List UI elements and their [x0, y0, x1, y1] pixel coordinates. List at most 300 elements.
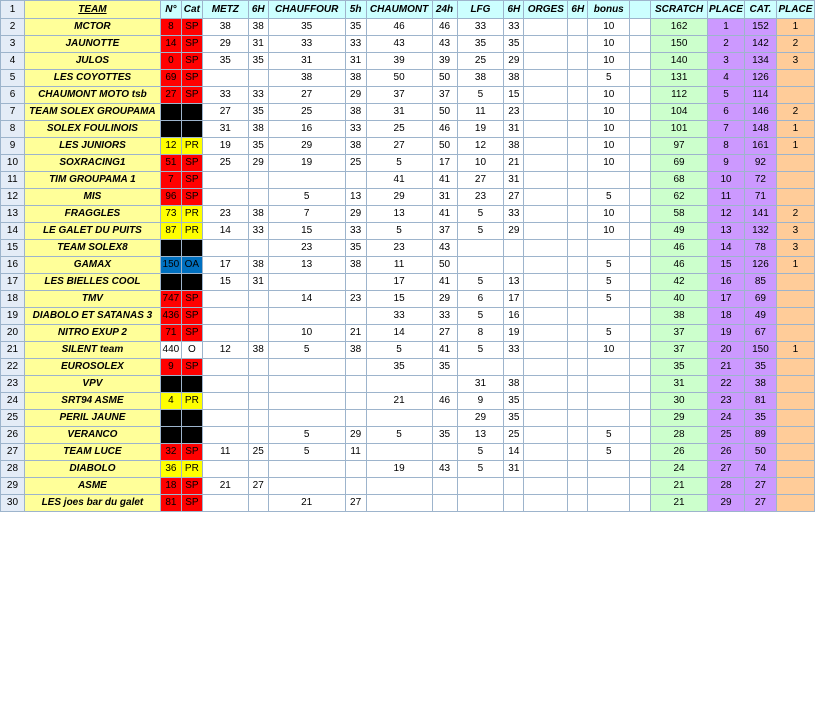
number-cell[interactable]: 23 — [160, 121, 181, 138]
score-cell[interactable] — [630, 240, 651, 257]
number-cell[interactable]: 17 — [160, 427, 181, 444]
score-cell[interactable]: 5 — [457, 444, 504, 461]
header-cell[interactable]: PLACE — [708, 1, 745, 19]
score-cell[interactable] — [524, 444, 568, 461]
score-cell[interactable] — [568, 359, 588, 376]
category-place-cell[interactable] — [776, 189, 814, 206]
score-cell[interactable] — [524, 53, 568, 70]
score-cell[interactable]: 27 — [366, 138, 432, 155]
score-cell[interactable]: 50 — [366, 70, 432, 87]
score-cell[interactable]: 25 — [457, 53, 504, 70]
score-cell[interactable] — [568, 36, 588, 53]
header-cell[interactable]: CHAUFFOUR — [268, 1, 345, 19]
score-cell[interactable] — [202, 291, 248, 308]
score-cell[interactable] — [268, 393, 345, 410]
number-cell[interactable]: 436 — [160, 308, 181, 325]
score-cell[interactable] — [248, 393, 268, 410]
score-cell[interactable]: 10 — [588, 19, 630, 36]
score-cell[interactable] — [345, 172, 366, 189]
category-place-cell[interactable] — [776, 274, 814, 291]
score-cell[interactable] — [345, 410, 366, 427]
category-points-cell[interactable]: 71 — [744, 189, 776, 206]
number-cell[interactable]: 12 — [160, 138, 181, 155]
team-cell[interactable]: LE GALET DU PUITS — [24, 223, 160, 240]
team-cell[interactable]: CHAUMONT MOTO tsb — [24, 87, 160, 104]
category-points-cell[interactable]: 69 — [744, 291, 776, 308]
score-cell[interactable] — [202, 240, 248, 257]
score-cell[interactable]: 6 — [457, 291, 504, 308]
category-place-cell[interactable] — [776, 376, 814, 393]
score-cell[interactable]: 38 — [248, 206, 268, 223]
score-cell[interactable]: 25 — [504, 427, 524, 444]
score-cell[interactable] — [630, 308, 651, 325]
score-cell[interactable]: 29 — [345, 87, 366, 104]
score-cell[interactable]: 41 — [366, 172, 432, 189]
score-cell[interactable]: 5 — [457, 206, 504, 223]
category-place-cell[interactable]: 2 — [776, 206, 814, 223]
number-cell[interactable]: 9 — [160, 410, 181, 427]
category-place-cell[interactable] — [776, 308, 814, 325]
score-cell[interactable]: 29 — [345, 427, 366, 444]
score-cell[interactable]: 15 — [366, 291, 432, 308]
category-points-cell[interactable]: 27 — [744, 478, 776, 495]
score-cell[interactable]: 27 — [202, 104, 248, 121]
place-cell[interactable]: 21 — [708, 359, 745, 376]
score-cell[interactable]: 19 — [202, 138, 248, 155]
score-cell[interactable] — [568, 104, 588, 121]
place-cell[interactable]: 17 — [708, 291, 745, 308]
score-cell[interactable]: 13 — [345, 189, 366, 206]
place-cell[interactable]: 4 — [708, 70, 745, 87]
category-points-cell[interactable]: 74 — [744, 461, 776, 478]
score-cell[interactable]: 43 — [432, 461, 457, 478]
score-cell[interactable] — [345, 376, 366, 393]
score-cell[interactable] — [524, 19, 568, 36]
score-cell[interactable] — [202, 325, 248, 342]
score-cell[interactable]: 38 — [248, 342, 268, 359]
category-cell[interactable]: SP — [181, 444, 202, 461]
score-cell[interactable]: 21 — [504, 155, 524, 172]
place-cell[interactable]: 14 — [708, 240, 745, 257]
header-cell[interactable]: PLACE — [776, 1, 814, 19]
score-cell[interactable]: 43 — [366, 36, 432, 53]
category-cell[interactable]: PR — [181, 138, 202, 155]
category-place-cell[interactable] — [776, 70, 814, 87]
score-cell[interactable]: 37 — [432, 87, 457, 104]
score-cell[interactable]: 23 — [504, 104, 524, 121]
score-cell[interactable]: 31 — [248, 274, 268, 291]
score-cell[interactable]: 39 — [432, 53, 457, 70]
score-cell[interactable]: 16 — [504, 308, 524, 325]
score-cell[interactable]: 31 — [504, 461, 524, 478]
score-cell[interactable]: 31 — [345, 53, 366, 70]
score-cell[interactable]: 5 — [588, 70, 630, 87]
score-cell[interactable]: 14 — [202, 223, 248, 240]
score-cell[interactable]: 31 — [457, 376, 504, 393]
score-cell[interactable]: 13 — [268, 257, 345, 274]
score-cell[interactable] — [630, 342, 651, 359]
category-cell[interactable]: P — [181, 121, 202, 138]
category-points-cell[interactable]: 134 — [744, 53, 776, 70]
score-cell[interactable] — [568, 325, 588, 342]
score-cell[interactable]: 19 — [366, 461, 432, 478]
score-cell[interactable] — [630, 325, 651, 342]
score-cell[interactable] — [268, 410, 345, 427]
place-cell[interactable]: 20 — [708, 342, 745, 359]
scratch-cell[interactable]: 62 — [651, 189, 708, 206]
score-cell[interactable]: 31 — [248, 36, 268, 53]
score-cell[interactable] — [432, 444, 457, 461]
score-cell[interactable]: 11 — [202, 444, 248, 461]
score-cell[interactable] — [568, 206, 588, 223]
scratch-cell[interactable]: 140 — [651, 53, 708, 70]
category-cell[interactable]: SP — [181, 359, 202, 376]
score-cell[interactable] — [568, 461, 588, 478]
score-cell[interactable]: 29 — [504, 223, 524, 240]
score-cell[interactable] — [202, 308, 248, 325]
score-cell[interactable]: 35 — [366, 359, 432, 376]
score-cell[interactable] — [588, 495, 630, 512]
score-cell[interactable] — [268, 274, 345, 291]
score-cell[interactable]: 33 — [345, 223, 366, 240]
score-cell[interactable]: 10 — [588, 155, 630, 172]
scratch-cell[interactable]: 21 — [651, 495, 708, 512]
category-points-cell[interactable]: 132 — [744, 223, 776, 240]
score-cell[interactable] — [630, 104, 651, 121]
score-cell[interactable]: 21 — [268, 495, 345, 512]
number-cell[interactable]: 0 — [160, 53, 181, 70]
category-place-cell[interactable] — [776, 87, 814, 104]
place-cell[interactable]: 6 — [708, 104, 745, 121]
score-cell[interactable]: 29 — [457, 410, 504, 427]
score-cell[interactable]: 25 — [248, 444, 268, 461]
score-cell[interactable] — [630, 495, 651, 512]
score-cell[interactable]: 38 — [345, 342, 366, 359]
score-cell[interactable]: 33 — [504, 19, 524, 36]
scratch-cell[interactable]: 49 — [651, 223, 708, 240]
header-cell[interactable]: METZ — [202, 1, 248, 19]
score-cell[interactable]: 23 — [457, 189, 504, 206]
score-cell[interactable]: 10 — [588, 206, 630, 223]
score-cell[interactable] — [366, 444, 432, 461]
score-cell[interactable]: 39 — [366, 53, 432, 70]
score-cell[interactable]: 10 — [268, 325, 345, 342]
score-cell[interactable] — [630, 87, 651, 104]
score-cell[interactable]: 27 — [457, 172, 504, 189]
category-place-cell[interactable]: 3 — [776, 240, 814, 257]
category-place-cell[interactable]: 3 — [776, 53, 814, 70]
score-cell[interactable]: 17 — [202, 257, 248, 274]
score-cell[interactable] — [345, 393, 366, 410]
score-cell[interactable]: 27 — [268, 87, 345, 104]
place-cell[interactable]: 24 — [708, 410, 745, 427]
scratch-cell[interactable]: 40 — [651, 291, 708, 308]
category-place-cell[interactable] — [776, 410, 814, 427]
category-cell[interactable]: OA — [181, 257, 202, 274]
score-cell[interactable]: 38 — [202, 19, 248, 36]
category-cell[interactable]: SP — [181, 291, 202, 308]
score-cell[interactable] — [268, 461, 345, 478]
place-cell[interactable]: 27 — [708, 461, 745, 478]
score-cell[interactable] — [268, 172, 345, 189]
score-cell[interactable] — [568, 240, 588, 257]
score-cell[interactable]: 27 — [504, 189, 524, 206]
score-cell[interactable] — [432, 495, 457, 512]
score-cell[interactable]: 10 — [588, 223, 630, 240]
score-cell[interactable] — [457, 359, 504, 376]
score-cell[interactable] — [568, 257, 588, 274]
score-cell[interactable]: 46 — [432, 121, 457, 138]
header-cell[interactable]: CHAUMONT — [366, 1, 432, 19]
category-points-cell[interactable]: 49 — [744, 308, 776, 325]
score-cell[interactable] — [432, 410, 457, 427]
team-cell[interactable]: LES joes bar du galet — [24, 495, 160, 512]
score-cell[interactable] — [630, 257, 651, 274]
score-cell[interactable]: 5 — [457, 87, 504, 104]
place-cell[interactable]: 29 — [708, 495, 745, 512]
score-cell[interactable]: 31 — [432, 189, 457, 206]
score-cell[interactable]: 17 — [504, 291, 524, 308]
scratch-cell[interactable]: 26 — [651, 444, 708, 461]
score-cell[interactable] — [630, 410, 651, 427]
score-cell[interactable]: 29 — [432, 291, 457, 308]
category-place-cell[interactable] — [776, 393, 814, 410]
category-points-cell[interactable]: 126 — [744, 257, 776, 274]
scratch-cell[interactable]: 28 — [651, 427, 708, 444]
number-cell[interactable]: 36 — [160, 461, 181, 478]
number-cell[interactable]: 27 — [160, 87, 181, 104]
score-cell[interactable] — [630, 70, 651, 87]
team-cell[interactable]: VPV — [24, 376, 160, 393]
header-cell[interactable]: 5h — [345, 1, 366, 19]
category-points-cell[interactable]: 150 — [744, 342, 776, 359]
header-cell[interactable]: TEAM — [24, 1, 160, 19]
header-cell[interactable]: LFG — [457, 1, 504, 19]
score-cell[interactable]: 38 — [248, 257, 268, 274]
score-cell[interactable]: 33 — [248, 223, 268, 240]
score-cell[interactable] — [568, 376, 588, 393]
score-cell[interactable]: 10 — [588, 53, 630, 70]
score-cell[interactable]: 17 — [366, 274, 432, 291]
place-cell[interactable]: 25 — [708, 427, 745, 444]
score-cell[interactable]: 38 — [345, 104, 366, 121]
category-place-cell[interactable]: 1 — [776, 257, 814, 274]
score-cell[interactable]: 5 — [457, 461, 504, 478]
team-cell[interactable]: PERIL JAUNE — [24, 410, 160, 427]
score-cell[interactable] — [630, 155, 651, 172]
score-cell[interactable]: 35 — [457, 36, 504, 53]
scratch-cell[interactable]: 131 — [651, 70, 708, 87]
category-cell[interactable]: SP — [181, 189, 202, 206]
header-cell[interactable]: ORGES — [524, 1, 568, 19]
score-cell[interactable] — [630, 427, 651, 444]
team-cell[interactable]: JAUNOTTE — [24, 36, 160, 53]
score-cell[interactable]: 31 — [504, 121, 524, 138]
score-cell[interactable] — [248, 308, 268, 325]
score-cell[interactable]: 35 — [202, 53, 248, 70]
score-cell[interactable] — [568, 138, 588, 155]
place-cell[interactable]: 10 — [708, 172, 745, 189]
score-cell[interactable]: 33 — [248, 87, 268, 104]
score-cell[interactable]: 10 — [588, 36, 630, 53]
score-cell[interactable]: 50 — [432, 70, 457, 87]
score-cell[interactable] — [432, 376, 457, 393]
score-cell[interactable] — [568, 223, 588, 240]
score-cell[interactable] — [630, 376, 651, 393]
score-cell[interactable]: 41 — [432, 274, 457, 291]
place-cell[interactable]: 1 — [708, 19, 745, 36]
score-cell[interactable]: 35 — [248, 104, 268, 121]
score-cell[interactable]: 35 — [504, 410, 524, 427]
score-cell[interactable]: 35 — [268, 19, 345, 36]
score-cell[interactable]: 5 — [366, 342, 432, 359]
score-cell[interactable]: 29 — [202, 36, 248, 53]
category-place-cell[interactable] — [776, 291, 814, 308]
team-cell[interactable]: TIM GROUPAMA 1 — [24, 172, 160, 189]
score-cell[interactable] — [248, 410, 268, 427]
category-cell[interactable]: SP — [181, 325, 202, 342]
category-cell[interactable]: P — [181, 427, 202, 444]
number-cell[interactable]: 9 — [160, 359, 181, 376]
score-cell[interactable]: 33 — [457, 19, 504, 36]
score-cell[interactable]: 19 — [504, 325, 524, 342]
category-points-cell[interactable]: 152 — [744, 19, 776, 36]
category-cell[interactable]: SP — [181, 87, 202, 104]
score-cell[interactable]: 37 — [366, 87, 432, 104]
scratch-cell[interactable]: 97 — [651, 138, 708, 155]
score-cell[interactable]: 7 — [268, 206, 345, 223]
score-cell[interactable]: 5 — [588, 257, 630, 274]
team-cell[interactable]: JULOS — [24, 53, 160, 70]
score-cell[interactable]: 29 — [268, 138, 345, 155]
category-points-cell[interactable]: 126 — [744, 70, 776, 87]
score-cell[interactable] — [524, 206, 568, 223]
score-cell[interactable] — [568, 444, 588, 461]
scratch-cell[interactable]: 46 — [651, 240, 708, 257]
category-points-cell[interactable]: 89 — [744, 427, 776, 444]
score-cell[interactable]: 29 — [504, 53, 524, 70]
category-points-cell[interactable]: 146 — [744, 104, 776, 121]
category-cell[interactable]: SP — [181, 70, 202, 87]
score-cell[interactable] — [457, 257, 504, 274]
score-cell[interactable]: 5 — [268, 427, 345, 444]
category-cell[interactable]: P — [181, 104, 202, 121]
header-cell[interactable]: 6H — [504, 1, 524, 19]
score-cell[interactable] — [524, 121, 568, 138]
number-cell[interactable]: 87 — [160, 223, 181, 240]
score-cell[interactable]: 14 — [268, 291, 345, 308]
score-cell[interactable] — [524, 223, 568, 240]
score-cell[interactable]: 29 — [345, 206, 366, 223]
scratch-cell[interactable]: 24 — [651, 461, 708, 478]
score-cell[interactable]: 5 — [366, 155, 432, 172]
score-cell[interactable] — [588, 376, 630, 393]
score-cell[interactable] — [630, 189, 651, 206]
score-cell[interactable]: 33 — [202, 87, 248, 104]
score-cell[interactable] — [568, 121, 588, 138]
place-cell[interactable]: 2 — [708, 36, 745, 53]
score-cell[interactable]: 23 — [268, 240, 345, 257]
scratch-cell[interactable]: 21 — [651, 478, 708, 495]
scratch-cell[interactable]: 29 — [651, 410, 708, 427]
score-cell[interactable]: 21 — [202, 478, 248, 495]
score-cell[interactable]: 10 — [588, 121, 630, 138]
score-cell[interactable] — [248, 461, 268, 478]
category-place-cell[interactable]: 1 — [776, 138, 814, 155]
score-cell[interactable]: 10 — [588, 342, 630, 359]
score-cell[interactable]: 50 — [432, 104, 457, 121]
score-cell[interactable] — [202, 427, 248, 444]
score-cell[interactable]: 33 — [504, 342, 524, 359]
score-cell[interactable] — [630, 36, 651, 53]
score-cell[interactable]: 27 — [248, 478, 268, 495]
score-cell[interactable]: 35 — [345, 19, 366, 36]
score-cell[interactable]: 50 — [432, 138, 457, 155]
score-cell[interactable] — [524, 478, 568, 495]
score-cell[interactable]: 5 — [457, 342, 504, 359]
score-cell[interactable] — [524, 291, 568, 308]
score-cell[interactable]: 37 — [432, 223, 457, 240]
score-cell[interactable] — [248, 240, 268, 257]
place-cell[interactable]: 28 — [708, 478, 745, 495]
place-cell[interactable]: 12 — [708, 206, 745, 223]
header-cell[interactable]: CAT. — [744, 1, 776, 19]
score-cell[interactable]: 14 — [366, 325, 432, 342]
category-cell[interactable]: P — [181, 274, 202, 291]
score-cell[interactable] — [504, 257, 524, 274]
score-cell[interactable]: 38 — [268, 70, 345, 87]
scratch-cell[interactable]: 30 — [651, 393, 708, 410]
scratch-cell[interactable]: 58 — [651, 206, 708, 223]
score-cell[interactable] — [568, 410, 588, 427]
score-cell[interactable]: 33 — [504, 206, 524, 223]
score-cell[interactable]: 15 — [202, 274, 248, 291]
score-cell[interactable] — [366, 410, 432, 427]
place-cell[interactable]: 5 — [708, 87, 745, 104]
header-cell[interactable]: bonus — [588, 1, 630, 19]
score-cell[interactable]: 43 — [432, 36, 457, 53]
score-cell[interactable] — [568, 189, 588, 206]
score-cell[interactable] — [248, 325, 268, 342]
score-cell[interactable]: 5 — [268, 444, 345, 461]
number-cell[interactable]: 81 — [160, 495, 181, 512]
score-cell[interactable]: 38 — [504, 138, 524, 155]
score-cell[interactable]: 29 — [248, 155, 268, 172]
score-cell[interactable] — [524, 393, 568, 410]
score-cell[interactable] — [457, 240, 504, 257]
header-cell[interactable]: N° — [160, 1, 181, 19]
score-cell[interactable]: 38 — [248, 19, 268, 36]
category-cell[interactable]: O — [181, 342, 202, 359]
score-cell[interactable]: 15 — [504, 87, 524, 104]
category-cell[interactable]: SP — [181, 53, 202, 70]
score-cell[interactable] — [588, 410, 630, 427]
place-cell[interactable]: 3 — [708, 53, 745, 70]
place-cell[interactable]: 18 — [708, 308, 745, 325]
score-cell[interactable] — [524, 257, 568, 274]
place-cell[interactable]: 8 — [708, 138, 745, 155]
score-cell[interactable] — [524, 138, 568, 155]
score-cell[interactable] — [524, 87, 568, 104]
score-cell[interactable]: 31 — [366, 104, 432, 121]
number-cell[interactable]: 37 — [160, 104, 181, 121]
team-cell[interactable]: TEAM LUCE — [24, 444, 160, 461]
score-cell[interactable] — [588, 393, 630, 410]
score-cell[interactable]: 35 — [345, 240, 366, 257]
team-cell[interactable]: TEAM SOLEX GROUPAMA — [24, 104, 160, 121]
score-cell[interactable] — [248, 291, 268, 308]
team-cell[interactable]: EUROSOLEX — [24, 359, 160, 376]
